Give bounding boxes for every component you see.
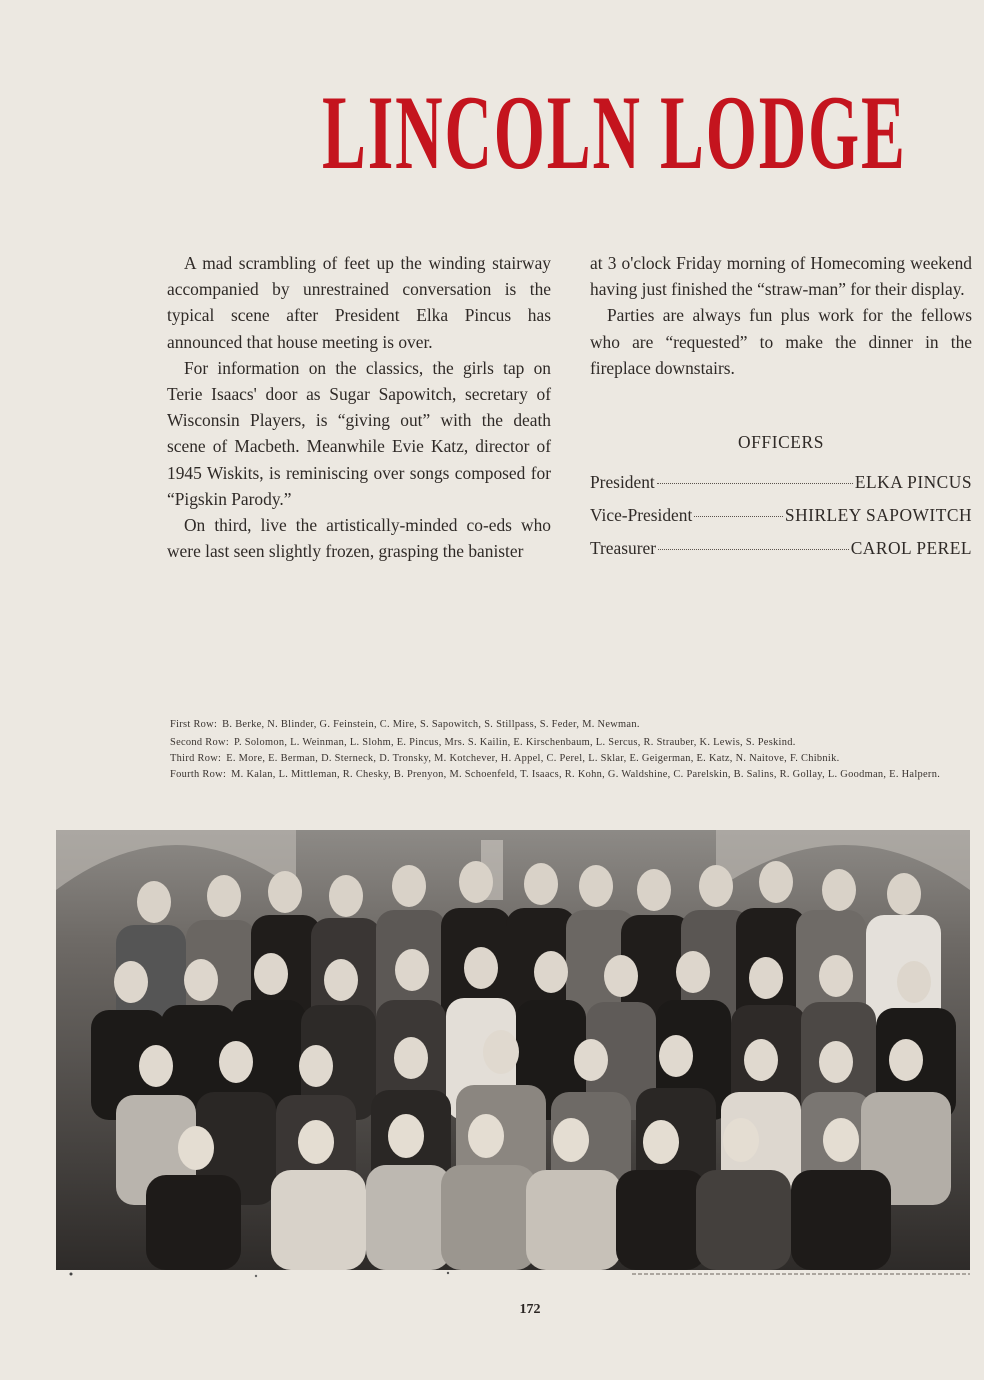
officer-role: President: [590, 472, 655, 492]
group-photo: [56, 830, 970, 1270]
caption-row-names: E. More, E. Berman, D. Sterneck, D. Tronsky, M. Kotchever, H. Appel, C. Perel, L. Sklar, E. Geigerman, E. Katz, N. Naitove, F. Chibnik.: [226, 753, 840, 764]
caption-row-names: B. Berke, N. Blinder, G. Feinstein, C. Mire, S. Sapowitch, S. Stillpass, S. Feder, M. Newman.: [222, 719, 640, 730]
caption-row-label: Second Row:: [170, 737, 230, 748]
caption-row-label: Fourth Row:: [170, 769, 227, 780]
officer-name: CAROL PEREL: [850, 538, 972, 558]
article-column-right: [590, 250, 972, 381]
caption-row-first: [170, 718, 975, 731]
group-photo-image: [56, 830, 970, 1270]
article-paragraph: On third, live the artistically-minded co-eds who were last seen slightly frozen, grasping the banister: [167, 515, 551, 562]
dot-leader: [657, 483, 853, 484]
officer-row-treasurer: [590, 538, 972, 562]
dot-leader: [694, 516, 783, 517]
caption-row-label: First Row:: [170, 719, 218, 730]
dot-leader: [658, 549, 849, 550]
officer-role: Treasurer: [590, 538, 657, 558]
caption-row-fourth: [170, 768, 975, 781]
photo-torn-edge: [56, 1270, 970, 1282]
caption-row-second: [170, 736, 975, 749]
page-title: LINCOLN LODGE: [322, 74, 907, 191]
officer-role: Vice-President: [590, 505, 693, 525]
officer-row-vice-president: [590, 505, 972, 529]
caption-row-third: [170, 752, 975, 765]
page-number: 172: [519, 1302, 541, 1317]
officer-name: ELKA PINCUS: [854, 472, 972, 492]
article-column-left: [167, 250, 551, 564]
photo-caption: [170, 718, 975, 781]
officers-heading: OFFICERS: [738, 432, 824, 452]
article-paragraph: at 3 o'clock Friday morning of Homecoming weekend having just finished the “straw-man” for their display.: [590, 253, 972, 300]
caption-row-label: Third Row:: [170, 753, 222, 764]
article-paragraph: Parties are always fun plus work for the fellows who are “requested” to make the dinner in the fireplace downstairs.: [590, 305, 972, 378]
officer-row-president: [590, 472, 972, 496]
caption-row-names: M. Kalan, L. Mittleman, R. Chesky, B. Prenyon, M. Schoenfeld, T. Isaacs, R. Kohn, G. Waldshine, C. Parelskin, B. Salins, R. Gollay, L. Goodman, E. Halpern.: [231, 769, 941, 780]
article-paragraph: For information on the classics, the girls tap on Terie Isaacs' door as Sugar Sapowitch, secretary of Wisconsin Players, is “giving out” with the death scene of Macbeth. Meanwhile Evie Katz, director of 1945 Wiskits, is reminiscing over songs composed for “Pigskin Parody.”: [167, 357, 551, 509]
article-paragraph: A mad scrambling of feet up the winding stairway accompanied by unrestrained conversation is the typical scene after President Elka Pincus has announced that house meeting is over.: [167, 253, 551, 352]
caption-row-names: P. Solomon, L. Weinman, L. Slohm, E. Pincus, Mrs. S. Kailin, E. Kirschenbaum, L. Sercus, R. Strauber, K. Lewis, S. Peskind.: [234, 737, 796, 748]
officer-name: SHIRLEY SAPOWITCH: [784, 505, 972, 525]
